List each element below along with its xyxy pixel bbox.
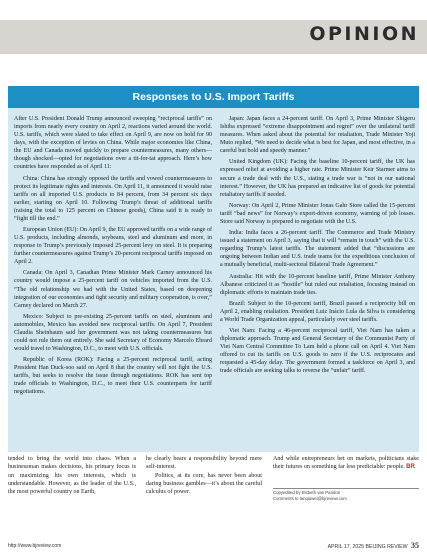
article-column-3 xyxy=(273,455,419,472)
sidebar-paragraph: United Kingdom (UK): Facing the baseline 10-percent tariff, the UK has expressed relief at avoiding a higher rate. Prime Minister Keir Starmer aims to secure a trade deal with the U.S., stating a trade war is “not in our national interest.” However, the UK has prepared an indicative list of goods for potential retaliatory tariffs if needed. xyxy=(220,159,415,198)
section-label: OPINION xyxy=(309,23,419,45)
article-column-2 xyxy=(146,455,262,496)
sidebar-paragraph: Brazil: Subject to the 10-percent tariff, Brazil passed a reciprocity bill on April 2, enabling retaliation. President Luiz Inácio Lula da Silva is considering a World Trade Organization appeal, particularly over steel tariffs. xyxy=(220,300,415,324)
sidebar-paragraph: European Union (EU): On April 9, the EU approved tariffs on a wide range of U.S. products, including almonds, soybeans, steel and aluminum and more, in response to Trump’s previously imposed 25-percent levy on steel. It is preparing further countermeasures against Trump’s 20-percent reciprocal tariffs imposed on April 2. xyxy=(14,226,212,266)
sidebar-paragraph: Canada: On April 3, Canadian Prime Minister Mark Carney announced his country would impose a 25-percent tariff on vehicles imported from the U.S. “The old relationship we had with the United States, based on deepening integration of our economies and tight security and military cooperation, is over,” Carney declared on March 27. xyxy=(14,270,212,309)
sidebar-paragraph: Viet Nam: Facing a 46-percent reciprocal tariff, Viet Nam has taken a diplomatic approach. Trump and General Secretary of the Communist Party of Viet Nam Central Committee To Lam held a phone call on April 4. Viet Nam offered to cut its tariffs on U.S. goods to zero if the U.S. reciprocates and requested a 45-day delay. The government formed a taskforce on April 3, and trade officials are seeking talks to reverse the “unfair” tariff. xyxy=(220,328,415,375)
section-header-band xyxy=(0,20,427,54)
sidebar-paragraph: India: India faces a 26-percent tariff. The Commerce and Trade Ministry issued a statement on April 3, saying that it will “remain in touch” with the U.S. regarding Trump’s latest tariffs. The statement added that “discussions are ongoing between Indian and U.S. trade teams for the expeditious conclusion of a mutually beneficial, multi-sectoral Bilateral Trade Agreement.” xyxy=(220,230,415,269)
sidebar-paragraph: Norway: On April 2, Prime Minister Jonas Gahr Store called the 15-percent tariff “bad news” for Norway’s export-driven economy, warning of job losses. Store said Norway is prepared to negotiate with the U.S. xyxy=(220,202,415,225)
copyeditor-credit: Copyedited by Elsbeth van Paridon xyxy=(273,490,341,495)
footer-issue xyxy=(328,541,419,550)
sidebar-paragraph: Republic of Korea (ROK): Facing a 25-percent reciprocal tariff, acting President Han Duck-soo said on April 8 that the country will not fight the U.S. tariffs, but seeks to resolve the issue through negotiations. ROK has sent top trade officials to Washington, D.C., to meet their U.S. counterparts for tariff negotiations. xyxy=(14,357,212,396)
issue-info: APRIL 17, 2025 BEIJING REVIEW xyxy=(327,544,408,550)
sidebar-left-column xyxy=(14,115,212,400)
sidebar-paragraph: Australia: Hit with the 10-percent baseline tariff, Prime Minister Anthony Albanese criticized it as “hostile” but ruled out retaliation, focusing instead on diplomatic efforts to maintain trade ties. xyxy=(220,273,415,296)
sidebar-paragraph: Mexico: Subject to pre-existing 25-percent tariffs on steel, aluminum and automobiles, Mexico has avoided new reciprocal tariffs. On April 7, President Claudia Sheinbaum said her government was not taking countermeasures but could not rule them out entirely. She said Secretary of Economy Marcelo Ebrard would travel to Washington, D.C., to meet with U.S. officials. xyxy=(14,313,212,353)
credit-divider xyxy=(273,488,419,489)
comments-contact: Comments to lanqiuwei@bjreview.com xyxy=(273,495,347,501)
sidebar-paragraph: After U.S. President Donald Trump announced sweeping “reciprocal tariffs” on imports from nearly every country on April 2, reactions varied around the world. U.S. tariffs, which were slated to take effect on April 9, are now on hold for 90 days, with the exception of levies on China. While major economies like China, the EU and Canada moved quickly to prepare countermeasures, many others—though shocked—opted for negotiations over a tit-for-tat approach. Here’s how countries have responded as of April 11: xyxy=(14,116,212,171)
sidebar-right-column xyxy=(220,115,415,379)
article-column-1 xyxy=(8,455,136,496)
credits xyxy=(273,490,419,501)
footer-url[interactable]: http://www.bjreview.com xyxy=(8,543,62,549)
page-number: 35 xyxy=(411,541,419,550)
sidebar-box-title: Responses to U.S. Import Tariffs xyxy=(8,86,419,108)
sidebar-paragraph: Japan: Japan faces a 24-percent tariff. On April 3, Prime Minister Shigeru Ishiba expressed “extreme disappointment and regret” over the unilateral tariff measures. When asked about the potential for retaliation, Trade Minister Yoji Muto replied, “We need to decide what is best for Japan, and most effective, in a careful but bold and speedy manner.” xyxy=(220,116,415,155)
end-mark: BR xyxy=(406,464,415,471)
article-paragraph: he clearly bears a responsibility beyond mere self-interest. xyxy=(146,456,262,471)
article-paragraph: Politics, at its core, has never been about daring business gambles—it’s about the careful calculus of power. xyxy=(146,472,262,495)
article-paragraph: tended to bring the world into chaos. When a businessman makes decisions, his primary focus is on maximizing his own interests, which is understandable. However, as the leader of the U.S., the most powerful country on Earth, xyxy=(8,456,136,495)
article-closing-text: And while entrepreneurs bet on markets, politicians stake their futures on something far less predictable: people. xyxy=(273,456,419,471)
sidebar-paragraph: China: China has strongly opposed the tariffs and vowed countermeasures to protect its legitimate rights and interests. On April 11, it announced it would raise tariffs on all imported U.S. products to 84 percent, from 34 percent six days earlier, starting on April 10. Following Trump’s threat of additional tariffs (raising the total to 125 percent on Chinese goods), China said it is ready to “fight till the end.” xyxy=(14,175,212,222)
article-paragraph xyxy=(273,455,419,472)
